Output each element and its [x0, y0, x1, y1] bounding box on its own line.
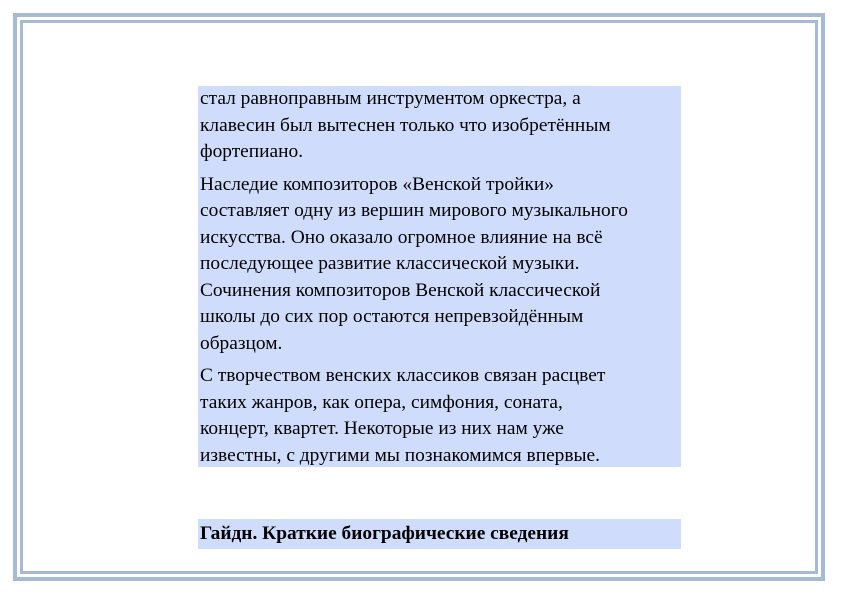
- paragraph-3: [200, 363, 679, 469]
- paragraph-1: [200, 86, 679, 166]
- paragraph-line: известны, с другими мы познакомимся впервые.: [200, 444, 601, 466]
- paragraph-2: [200, 172, 679, 358]
- paragraph-line: образцом.: [200, 332, 283, 354]
- paragraph-line: искусства. Оно оказало огромное влияние на всё: [200, 226, 603, 248]
- text-block: [198, 86, 681, 467]
- paragraph-line: концерт, квартет. Некоторые из них нам уже: [200, 418, 564, 439]
- section-heading: Гайдн. Краткие биографические сведения: [198, 519, 681, 549]
- paragraph-line: С творчеством венских классиков связан расцвет: [200, 365, 606, 386]
- paragraph-line: составляет одну из вершин мирового музыкального: [200, 200, 628, 221]
- paragraph-line: таких жанров, как опера, симфония, соната,: [200, 391, 563, 413]
- paragraph-line: Сочинения композиторов Венской классической: [200, 279, 601, 301]
- paragraph-line: Наследие композиторов «Венской тройки»: [200, 173, 554, 195]
- paragraph-line: фортепиано.: [200, 141, 304, 162]
- paragraph-line: стал равноправным инструментом оркестра, а: [200, 88, 581, 109]
- paragraph-line: клавесин был вытеснен только что изобретённым: [200, 114, 611, 136]
- paragraph-line: последующее развитие классической музыки.: [200, 253, 580, 274]
- paragraph-line: школы до сих пор остаются непревзойдённым: [200, 306, 584, 327]
